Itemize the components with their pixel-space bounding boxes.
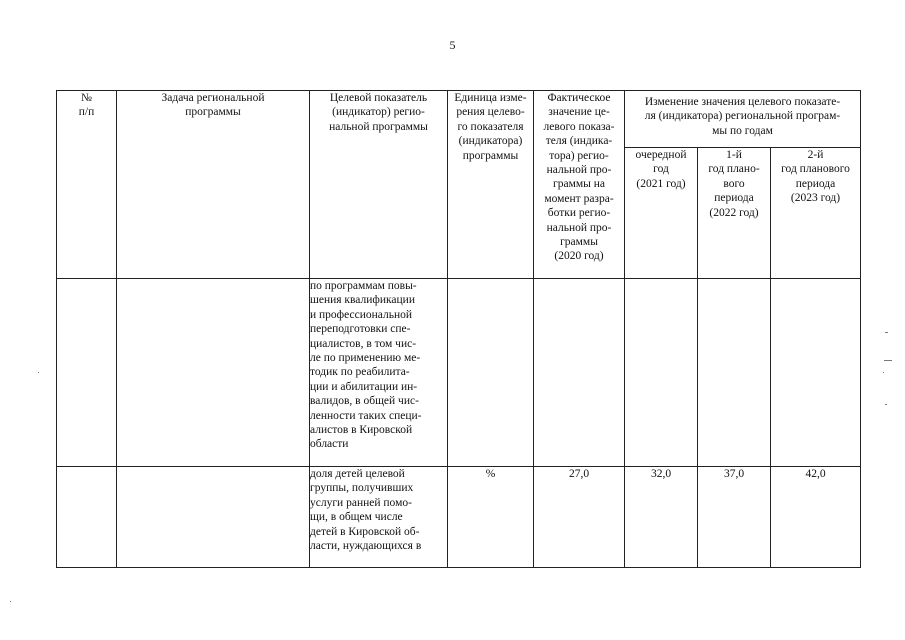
cell-actual: 27,0 <box>534 467 625 568</box>
header-num: № п/п <box>57 91 117 279</box>
header-year-2021: очередной год (2021 год) <box>625 148 698 279</box>
cell-actual <box>534 279 625 467</box>
header-task: Задача региональной программы <box>117 91 310 279</box>
header-actual-value: Фактическое значение це- левого показа- теля (индика- тора) регио- нальной про- граммы на момент разра- ботки регио- нальной про- граммы (2020 год) <box>534 91 625 279</box>
cell-task <box>117 467 310 568</box>
scan-speck <box>885 404 887 405</box>
scan-speck <box>10 601 11 602</box>
cell-num <box>57 467 117 568</box>
header-unit: Единица изме- рения целево- го показателя (индикатора) программы <box>448 91 534 279</box>
cell-2022 <box>698 279 771 467</box>
scan-speck <box>883 372 884 373</box>
scan-speck <box>38 372 39 373</box>
cell-2022: 37,0 <box>698 467 771 568</box>
header-change-by-year: Изменение значения целевого показате- ля (индикатора) региональной програм- мы по годам <box>625 91 861 148</box>
header-indicator: Целевой показатель (индикатор) регио- нальной программы <box>310 91 448 279</box>
cell-unit: % <box>448 467 534 568</box>
scan-speck <box>885 332 888 333</box>
table-row <box>57 467 861 568</box>
cell-num <box>57 279 117 467</box>
cell-indicator: доля детей целевой группы, получивших услуги ранней помо- щи, в общем числе детей в Кировской об- ласти, нуждающихся в <box>310 467 448 568</box>
cell-2021 <box>625 279 698 467</box>
cell-unit <box>448 279 534 467</box>
cell-task <box>117 279 310 467</box>
cell-2023: 42,0 <box>771 467 861 568</box>
page-number: 5 <box>449 38 456 52</box>
header-year-2022: 1-й год плано- вого периода (2022 год) <box>698 148 771 279</box>
regional-program-table <box>56 90 861 568</box>
cell-indicator: по программам повы- шения квалификации и профессиональной переподготовки спе- циалистов, в том чис- ле по применению ме- тодик по реабилита- ции и абилитации ин- валидов, в общей чис- ленности таких специ- алистов в Кировской области <box>310 279 448 467</box>
header-year-2023: 2-й год планового периода (2023 год) <box>771 148 861 279</box>
cell-2023 <box>771 279 861 467</box>
scan-speck <box>884 360 892 361</box>
table-row <box>57 279 861 467</box>
cell-2021: 32,0 <box>625 467 698 568</box>
